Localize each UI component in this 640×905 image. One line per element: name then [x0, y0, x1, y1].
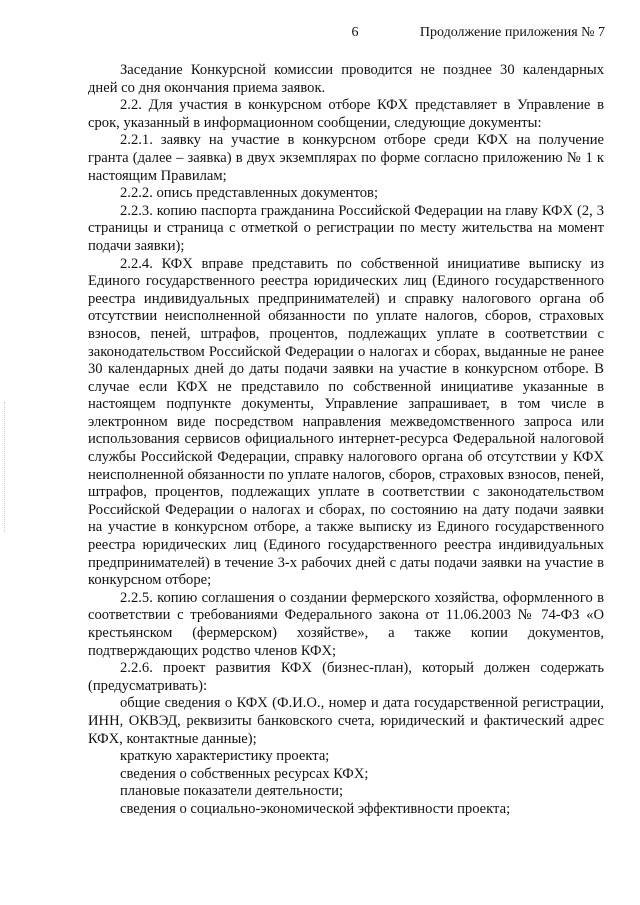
paragraph-2-2-2: 2.2.2. опись представленных документов;	[120, 185, 378, 202]
paragraph-2-2-5: 2.2.5. копию соглашения о создании фермерского хозяйства, оформленного в соответствии с требованиями Федерального закона от 11.06.2003 № 74-ФЗ «О крестьянском (фермерском) хозяйстве», а также копии документов, подтверждающих родство членов КФХ;	[88, 589, 604, 659]
paragraph-2-2-3: 2.2.3. копию паспорта гражданина Российской Федерации на главу КФХ (2, 3 страницы и страница с отметкой о регистрации по месту жительства на момент подачи заявки);	[88, 202, 604, 254]
page-number: 6	[351, 25, 359, 40]
paragraph-2-2-4: 2.2.4. КФХ вправе представить по собственной инициативе выписку из Единого государственного реестра юридических лиц (Единого государственного реестра индивидуальных предпринимателей) и справку налогового органа об отсутствии неисполненной обязанности по уплате налогов, сборов, страховых взносов, пеней, штрафов, процентов, подлежащих уплате в соответствии с законодательством Российской Федерации о налогах и сборах, выданные не ранее 30 календарных дней до даты подачи заявки на участие в конкурсном отборе. В случае если КФХ не представило по собственной инициативе указанные в настоящем подпункте документы, Управление запрашивает, в том числе в электронном виде посредством направления межведомственного запроса или использования сервисов официального интернет-ресурса Федеральной налоговой службы Российской Федерации, справку налогового органа об отсутствии у КФХ неисполненной обязанности по уплате налогов, сборов, страховых взносов, пеней, штрафов, процентов, подлежащих уплате в соответствии с законодательством Российской Федерации о налогах и сборах, по состоянию на дату подачи заявки на участие в конкурсном отборе, а также выписку из Единого государственного реестра юридических лиц (Единого государственного реестра индивидуальных предпринимателей) в течение 3-х рабочих дней с даты подачи заявки на участие в конкурсном отборе;	[88, 255, 604, 589]
paragraph-commission-meeting: Заседание Конкурсной комиссии проводится не позднее 30 календарных дней со дня окончания приема заявок.	[88, 62, 604, 96]
list-item-planned-indicators: плановые показатели деятельности;	[120, 783, 344, 800]
paragraph-2-2-6: 2.2.6. проект развития КФХ (бизнес-план), который должен содержать (предусматривать):	[88, 660, 604, 694]
paragraph-2-2: 2.2. Для участия в конкурсном отборе КФХ представляет в Управление в срок, указанный в информационном сообщении, следующие документы:	[88, 97, 604, 131]
document-body	[88, 62, 604, 819]
list-item-own-resources: сведения о собственных ресурсах КФХ;	[120, 765, 369, 782]
list-item-project-summary: краткую характеристику проекта;	[120, 748, 330, 765]
list-item-general-info: общие сведения о КФХ (Ф.И.О., номер и дата государственной регистрации, ИНН, ОКВЭД, реквизиты банковского счета, юридический и фактический адрес КФХ, контактные данные);	[88, 695, 604, 747]
page-header-title: Продолжение приложения № 7	[419, 25, 605, 40]
list-item-socio-economic-efficiency: сведения о социально-экономической эффективности проекта;	[120, 800, 511, 817]
margin-scan-mark	[4, 402, 11, 532]
paragraph-2-2-1: 2.2.1. заявку на участие в конкурсном отборе среди КФХ на получение гранта (далее – заявка) в двух экземплярах по форме согласно приложению № 1 к настоящим Правилам;	[88, 132, 604, 184]
